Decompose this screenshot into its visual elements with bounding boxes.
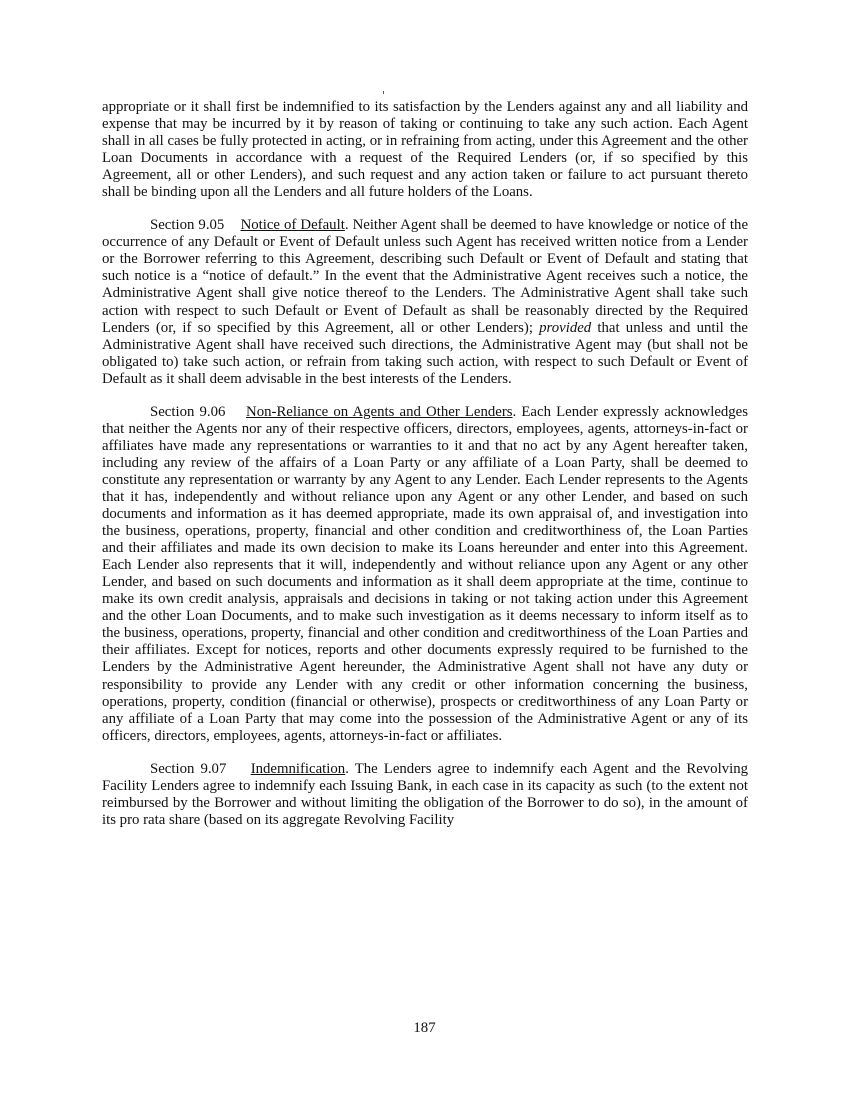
section-text: . Neither Agent shall be deemed to have knowledge or notice of the occurrence of any Default or Event of Default unless such Agent has received written notice from a Lender or the Borrower referring to this Agreement, describing such Default or Event of Default and stating that such notice is a “notice of default.” In the event that the Administrative Agent receives such a notice, the Administrative Agent shall give notice thereof to the Lenders. The Administrative Agent shall take such action with respect to such Default or Event of Default as shall be reasonably directed by the Required Lenders (or, if so specified by this Agreement, all or other Lenders); [102,217,749,336]
italic-term: provided [539,319,592,336]
section-heading: Non-Reliance on Agents and Other Lenders [246,403,513,420]
page-number: 187 [413,1020,436,1036]
section-heading: Notice of Default [240,217,345,234]
paragraph-continuation: appropriate or it shall first be indemnified to its satisfaction by the Lenders against any and all liability and expense that may be incurred by it by reason of taking or continuing to take any such action. Each Agent shall in all cases be fully protected in acting, or in refraining from acting, under this Agreement and the other Loan Documents in accordance with a request of the Required Lenders (or, if so specified by this Agreement, all or other Lenders), and such request and any action taken or failure to act pursuant thereto shall be binding upon all the Lenders and all future holders of the Loans. [102,99,748,201]
section-9-07 [102,761,748,829]
scan-mark [383,91,384,94]
section-number: Section 9.06 [150,403,226,420]
section-heading: Indemnification [250,760,346,777]
section-text: . The Lenders agree to indemnify each Agent and the Revolving Facility Lenders agree to indemnify each Issuing Bank, in each case in its capacity as such (to the extent not reimbursed by the Borrower and without limiting the obligation of the Borrower to do so), in the amount of its pro rata share (based on its aggregate Revolving Facility [102,760,748,828]
section-9-05 [102,217,748,387]
section-text: . Each Lender expressly acknowledges that neither the Agents nor any of their respective officers, directors, employees, agents, attorneys-in-fact or affiliates have made any representations or warranties to it and that no act by any Agent hereafter taken, including any review of the affairs of a Loan Party or any affiliate of a Loan Party, shall be deemed to constitute any representation or warranty by any Agent to any Lender. Each Lender represents to the Agents that it has, independently and without reliance upon any Agent or any other Lender, and based on such documents and information as it has deemed appropriate, made its own appraisal of, and investigation into the business, operations, property, financial and other condition and creditworthiness of, the Loan Parties and their affiliates and made its own decision to make its Loans hereunder and enter into this Agreement. Each Lender also represents that it will, independently and without reliance upon any Agent or any other Lender, and based on such documents and information as it shall deem appropriate at the time, continue to make its own credit analysis, appraisals and decisions in taking or not taking action under this Agreement and the other Loan Documents, and to make such investigation as it deems necessary to inform itself as to the business, operations, property, financial and other condition and creditworthiness of the Loan Parties and their affiliates. Except for notices, reports and other documents expressly required to be furnished to the Lenders by the Administrative Agent hereunder, the Administrative Agent shall not have any duty or responsibility to provide any Lender with any credit or other information concerning the business, operations, property, condition (financial or otherwise), prospects or creditworthiness of any Loan Party or any affiliate of a Loan Party that may come into the possession of the Administrative Agent or any of its officers, directors, employees, agents, attorneys-in-fact or affiliates. [102,403,749,744]
section-number: Section 9.05 [150,217,225,234]
section-number: Section 9.07 [150,760,227,777]
section-text: that unless and until the Administrative Agent shall have received such directions, the Administrative Agent may (but shall not be obligated to) take such action, or refrain from taking such action, with respect to such Default or Event of Default as it shall deem advisable in the best interests of the Lenders. [102,319,749,387]
section-9-06 [102,404,748,745]
document-page [102,99,748,845]
